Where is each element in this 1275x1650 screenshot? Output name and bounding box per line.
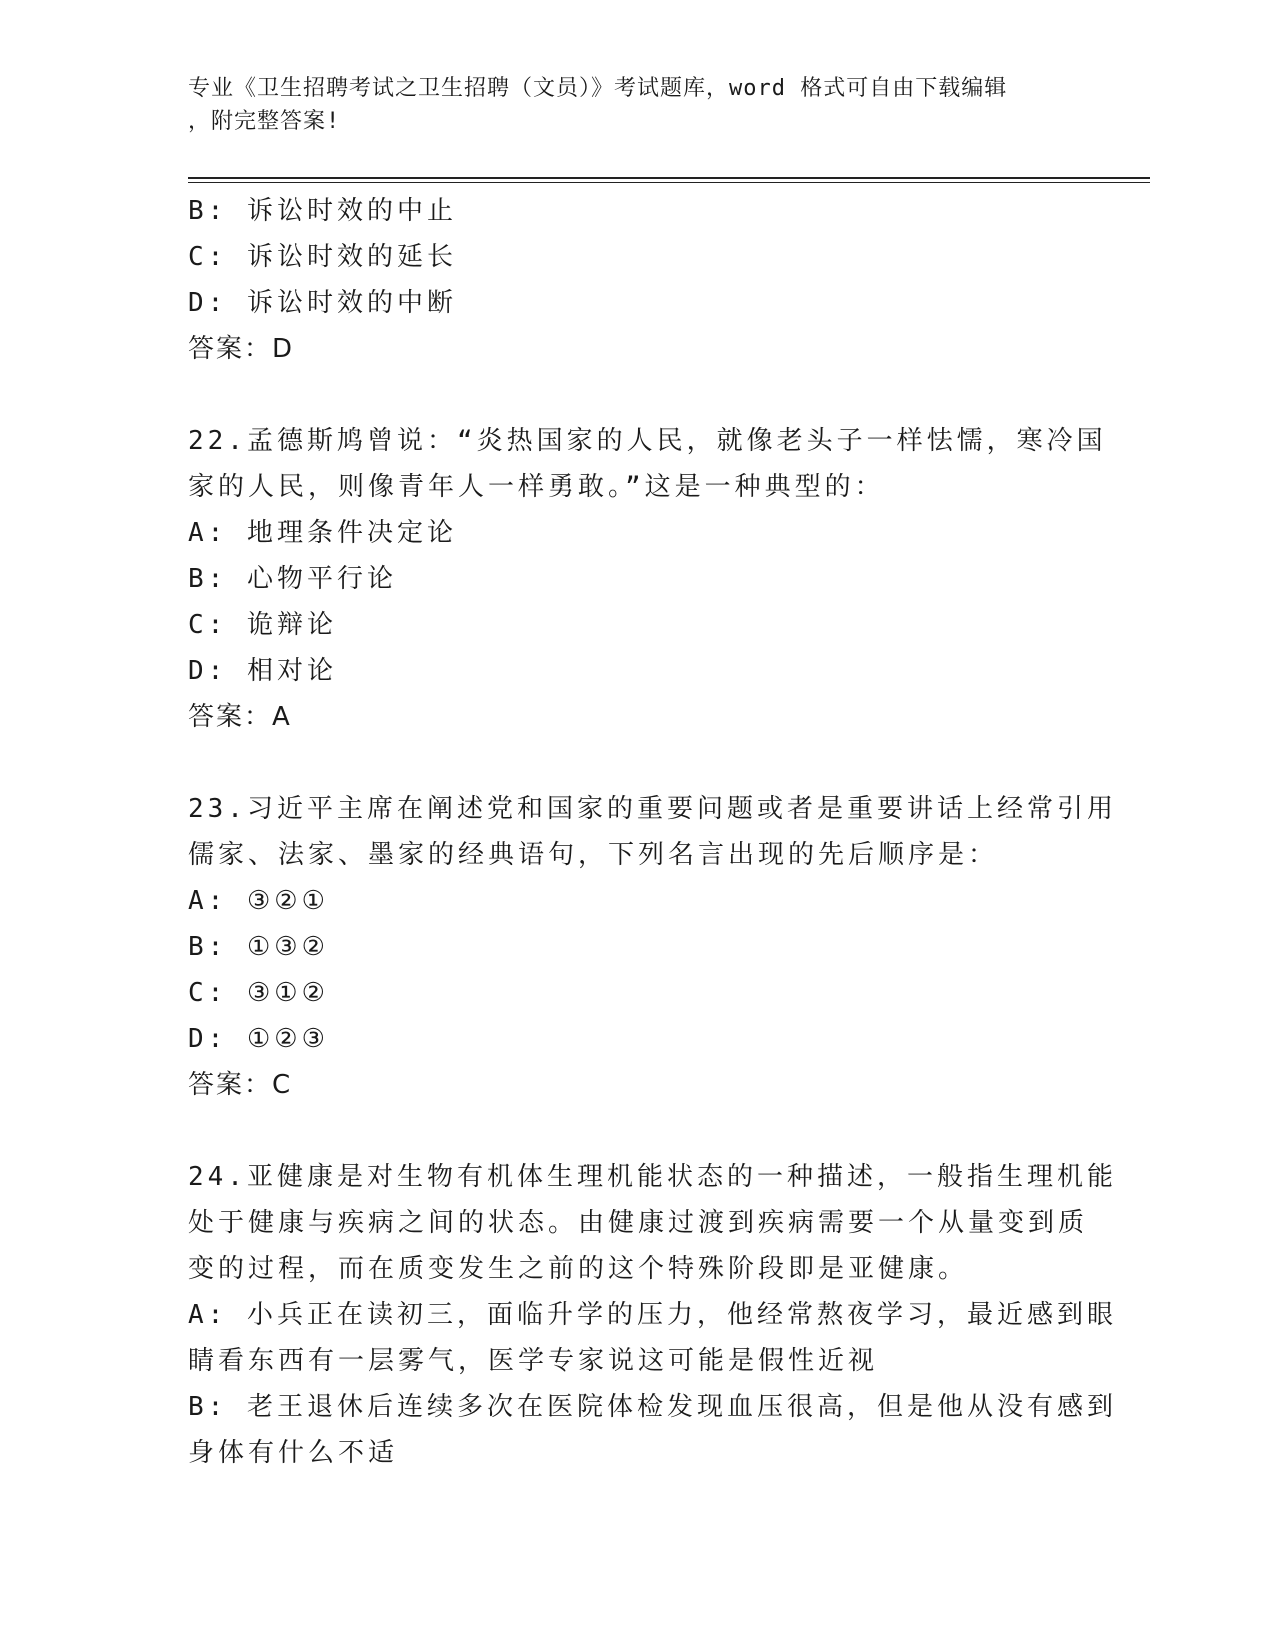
question-22 xyxy=(188,418,1107,740)
question-stem: 家的人民，则像青年人一样勇敢。”这是一种典型的： xyxy=(188,472,885,502)
option-a: A: 地理条件决定论 xyxy=(188,518,457,548)
answer: 答案：A xyxy=(188,702,292,732)
option-a: A: 小兵正在读初三，面临升学的压力，他经常熬夜学习，最近感到眼 xyxy=(188,1300,1117,1330)
option-b-continued: 身体有什么不适 xyxy=(188,1438,399,1468)
question-stem: 23.习近平主席在阐述党和国家的重要问题或者是重要讲话上经常引用 xyxy=(188,794,1117,824)
question-stem: 22.孟德斯鸠曾说：“炎热国家的人民，就像老头子一样怯懦，寒冷国 xyxy=(188,426,1107,456)
option-b: B: ①③② xyxy=(188,932,329,962)
option-d: D: ①②③ xyxy=(188,1024,329,1054)
option-b: B: 诉讼时效的中止 xyxy=(188,196,457,226)
header-line-1: 专业《卫生招聘考试之卫生招聘（文员）》考试题库，word 格式可自由下载编辑 xyxy=(188,76,1008,101)
option-c: C: 诡辩论 xyxy=(188,610,337,640)
question-21 xyxy=(188,188,1088,372)
answer: 答案：C xyxy=(188,1070,293,1100)
question-23 xyxy=(188,786,1117,1108)
option-a-continued: 睛看东西有一层雾气，医学专家说这可能是假性近视 xyxy=(188,1346,879,1376)
option-d: D: 诉讼时效的中断 xyxy=(188,288,457,318)
question-stem: 处于健康与疾病之间的状态。由健康过渡到疾病需要一个从量变到质 xyxy=(188,1208,1089,1238)
option-b: B: 老王退休后连续多次在医院体检发现血压很高，但是他从没有感到 xyxy=(188,1392,1117,1422)
option-d: D: 相对论 xyxy=(188,656,337,686)
question-content xyxy=(188,188,1117,1476)
document-header xyxy=(188,72,1068,138)
question-stem: 24.亚健康是对生物有机体生理机能状态的一种描述，一般指生理机能 xyxy=(188,1162,1117,1192)
question-stem: 儒家、法家、墨家的经典语句，下列名言出现的先后顺序是： xyxy=(188,840,999,870)
option-b: B: 心物平行论 xyxy=(188,564,397,594)
answer: 答案：D xyxy=(188,334,295,364)
question-stem: 变的过程，而在质变发生之前的这个特殊阶段即是亚健康。 xyxy=(188,1254,969,1284)
option-a: A: ③②① xyxy=(188,886,329,916)
option-c: C: 诉讼时效的延长 xyxy=(188,242,457,272)
header-divider-thick xyxy=(188,177,1150,179)
header-line-2: ，附完整答案! xyxy=(188,109,341,134)
question-24 xyxy=(188,1154,1117,1476)
option-c: C: ③①② xyxy=(188,978,329,1008)
header-divider-thin xyxy=(188,182,1150,183)
